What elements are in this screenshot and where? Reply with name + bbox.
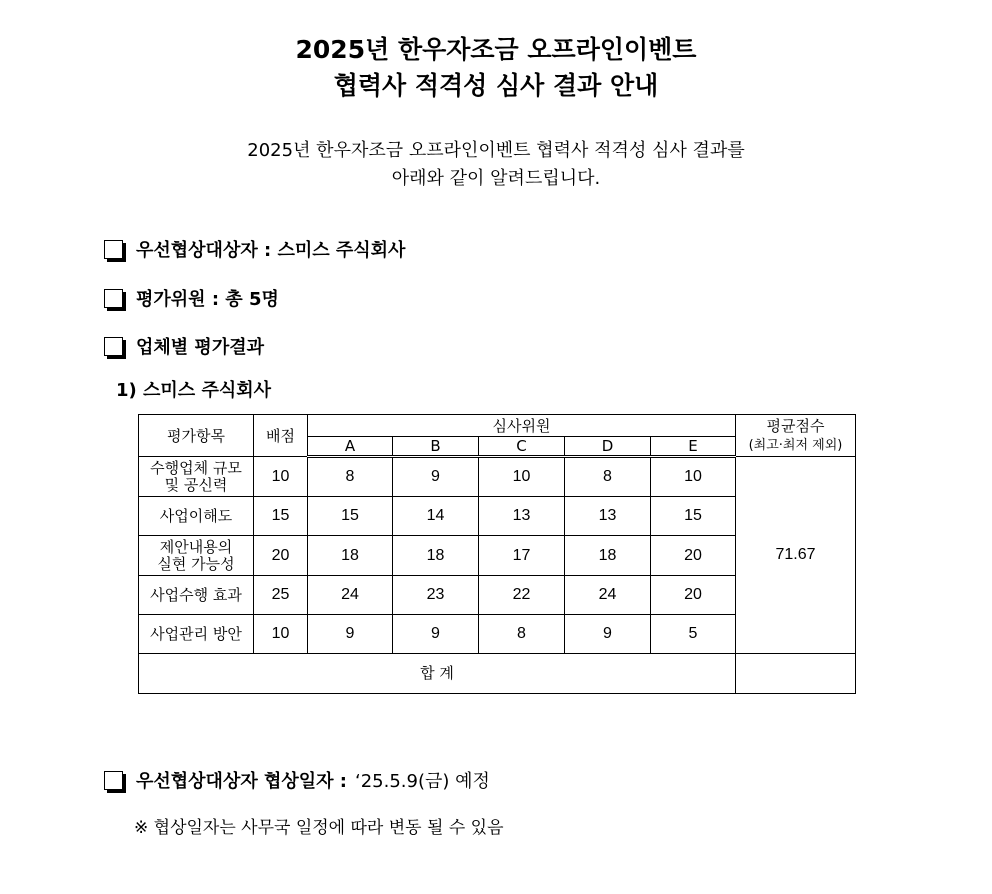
checkbox-square-icon — [104, 337, 123, 356]
row-item: 사업이해도 — [139, 497, 254, 536]
score: 9 — [393, 457, 479, 497]
score: 5 — [651, 615, 736, 654]
score: 8 — [565, 457, 651, 497]
score: 18 — [565, 536, 651, 576]
judge-header: C — [479, 437, 565, 457]
row-item: 사업관리 방안 — [139, 615, 254, 654]
section-label: 업체별 평가결과 — [136, 337, 264, 358]
total-value — [736, 654, 856, 694]
note-text: ※ 협상일자는 사무국 일정에 따라 변동 될 수 있음 — [134, 818, 504, 838]
score: 18 — [308, 536, 393, 576]
section-label: 평가위원 : 총 5명 — [136, 289, 279, 310]
section-evaluators — [104, 285, 279, 311]
row-points: 20 — [254, 536, 308, 576]
row-item: 수행업체 규모 및 공신력 — [139, 457, 254, 497]
judge-header: B — [393, 437, 479, 457]
row-points: 10 — [254, 615, 308, 654]
score: 22 — [479, 576, 565, 615]
score: 20 — [651, 536, 736, 576]
score: 13 — [479, 497, 565, 536]
row-points: 15 — [254, 497, 308, 536]
table-row — [139, 457, 856, 497]
average-score: 71.67 — [736, 457, 856, 654]
section-negotiation-date — [104, 767, 490, 793]
header-item: 평가항목 — [139, 415, 254, 457]
row-item: 제안내용의 실현 가능성 — [139, 536, 254, 576]
negotiation-label: 우선협상대상자 협상일자 : — [136, 771, 347, 792]
title-line-1: 2025년 한우자조금 오프라인이벤트 — [295, 35, 697, 64]
score: 23 — [393, 576, 479, 615]
header-judges: 심사위원 — [308, 415, 736, 437]
row-item: 사업수행 효과 — [139, 576, 254, 615]
judge-header: E — [651, 437, 736, 457]
intro-line-2: 아래와 같이 알려드립니다. — [391, 168, 601, 189]
score: 14 — [393, 497, 479, 536]
score: 24 — [308, 576, 393, 615]
row-points: 25 — [254, 576, 308, 615]
section-preferred-bidder — [104, 236, 405, 262]
section-label: 우선협상대상자 : 스미스 주식회사 — [136, 240, 406, 261]
negotiation-date: ‘25.5.9(금) 예정 — [355, 771, 490, 792]
section-results — [104, 333, 264, 359]
header-average-note: (최고·최저 제외) — [748, 437, 843, 453]
score: 15 — [651, 497, 736, 536]
subsection-title: 1) 스미스 주식회사 — [116, 380, 271, 401]
score: 10 — [651, 457, 736, 497]
checkbox-square-icon — [104, 771, 123, 790]
score: 9 — [565, 615, 651, 654]
total-label: 합 계 — [139, 654, 736, 694]
score: 17 — [479, 536, 565, 576]
checkbox-square-icon — [104, 240, 123, 259]
judge-header: A — [308, 437, 393, 457]
score: 24 — [565, 576, 651, 615]
evaluation-table — [138, 414, 856, 694]
total-row — [139, 654, 856, 694]
score: 9 — [308, 615, 393, 654]
checkbox-square-icon — [104, 289, 123, 308]
score: 9 — [393, 615, 479, 654]
score: 18 — [393, 536, 479, 576]
score: 8 — [479, 615, 565, 654]
header-average — [736, 415, 856, 457]
intro-text — [0, 137, 992, 193]
judge-header: D — [565, 437, 651, 457]
title-line-2: 협력사 적격성 심사 결과 안내 — [333, 71, 659, 100]
score: 15 — [308, 497, 393, 536]
intro-line-1: 2025년 한우자조금 오프라인이벤트 협력사 적격성 심사 결과를 — [247, 140, 745, 161]
score: 10 — [479, 457, 565, 497]
row-points: 10 — [254, 457, 308, 497]
header-average-label: 평균점수 — [766, 416, 825, 435]
score: 8 — [308, 457, 393, 497]
header-points: 배점 — [254, 415, 308, 457]
score: 20 — [651, 576, 736, 615]
score: 13 — [565, 497, 651, 536]
